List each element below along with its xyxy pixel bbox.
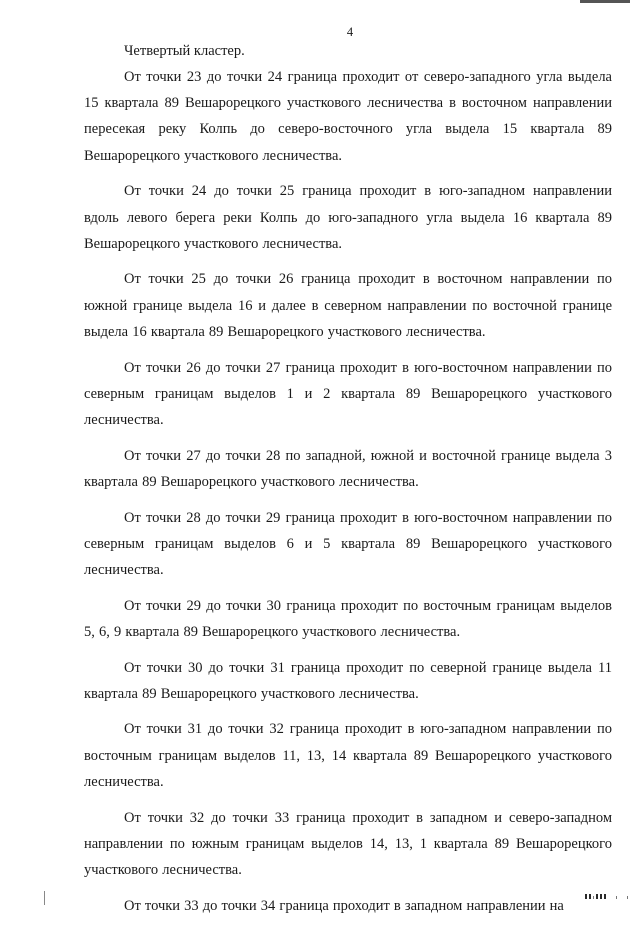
paragraph: От точки 23 до точки 24 граница проходит от северо-западного угла выдела 15 квартала 89 Вешарорецкого участкового лесничества в восточном направлении пересекая реку Колпь до северо-восточного угла выдела 15 квартала 89 Вешарорецкого участкового лесничества. <box>84 69 612 164</box>
paragraph: От точки 24 до точки 25 граница проходит в юго-западном направлении вдоль левого берега реки Колпь до юго-западного угла выдела 16 квартала 89 Вешарорецкого участкового лесничества. <box>84 183 612 252</box>
paragraph: От точки 26 до точки 27 граница проходит в юго-восточном направлении по северным границам выделов 1 и 2 квартала 89 Вешарорецкого участкового лесничества. <box>84 359 612 428</box>
paragraph: От точки 30 до точки 31 граница проходит по северной границе выдела 11 квартала 89 Вешарорецкого участкового лесничества. <box>84 659 612 702</box>
paragraph: От точки 32 до точки 33 граница проходит в западном и северо-западном направлении по южным границам выделов 14, 13, 1 квартала 89 Вешарорецкого участкового лесничества. <box>84 809 612 878</box>
section-heading: Четвертый кластер. <box>124 43 245 59</box>
paragraph: От точки 28 до точки 29 граница проходит в юго-восточном направлении по северным границам выделов 6 и 5 квартала 89 Вешарорецкого участкового лесничества. <box>84 509 612 578</box>
paragraph: От точки 33 до точки 34 граница проходит в западном направлении на <box>124 897 564 914</box>
document-body <box>84 64 612 928</box>
page-number: 4 <box>346 25 354 39</box>
paragraph: От точки 31 до точки 32 граница проходит в юго-западном направлении по восточным границам выделов 11, 13, 14 квартала 89 Вешарорецкого участкового лесничества. <box>84 721 612 790</box>
paragraph: От точки 25 до точки 26 граница проходит в восточном направлении по южной границе выдела 16 и далее в северном направлении по восточной границе выдела 16 квартала 89 Вешарорецкого участкового лесничества. <box>84 271 612 340</box>
paragraph: От точки 27 до точки 28 по западной, южной и восточной границе выдела 3 квартала 89 Вешарорецкого участкового лесничества. <box>84 447 612 490</box>
barcode-mark <box>585 894 628 899</box>
scan-edge-mark <box>580 0 630 3</box>
paragraph: От точки 29 до точки 30 граница проходит по восточным границам выделов 5, 6, 9 квартала 89 Вешарорецкого участкового лесничества. <box>84 597 612 640</box>
scan-edge-mark <box>44 891 45 905</box>
